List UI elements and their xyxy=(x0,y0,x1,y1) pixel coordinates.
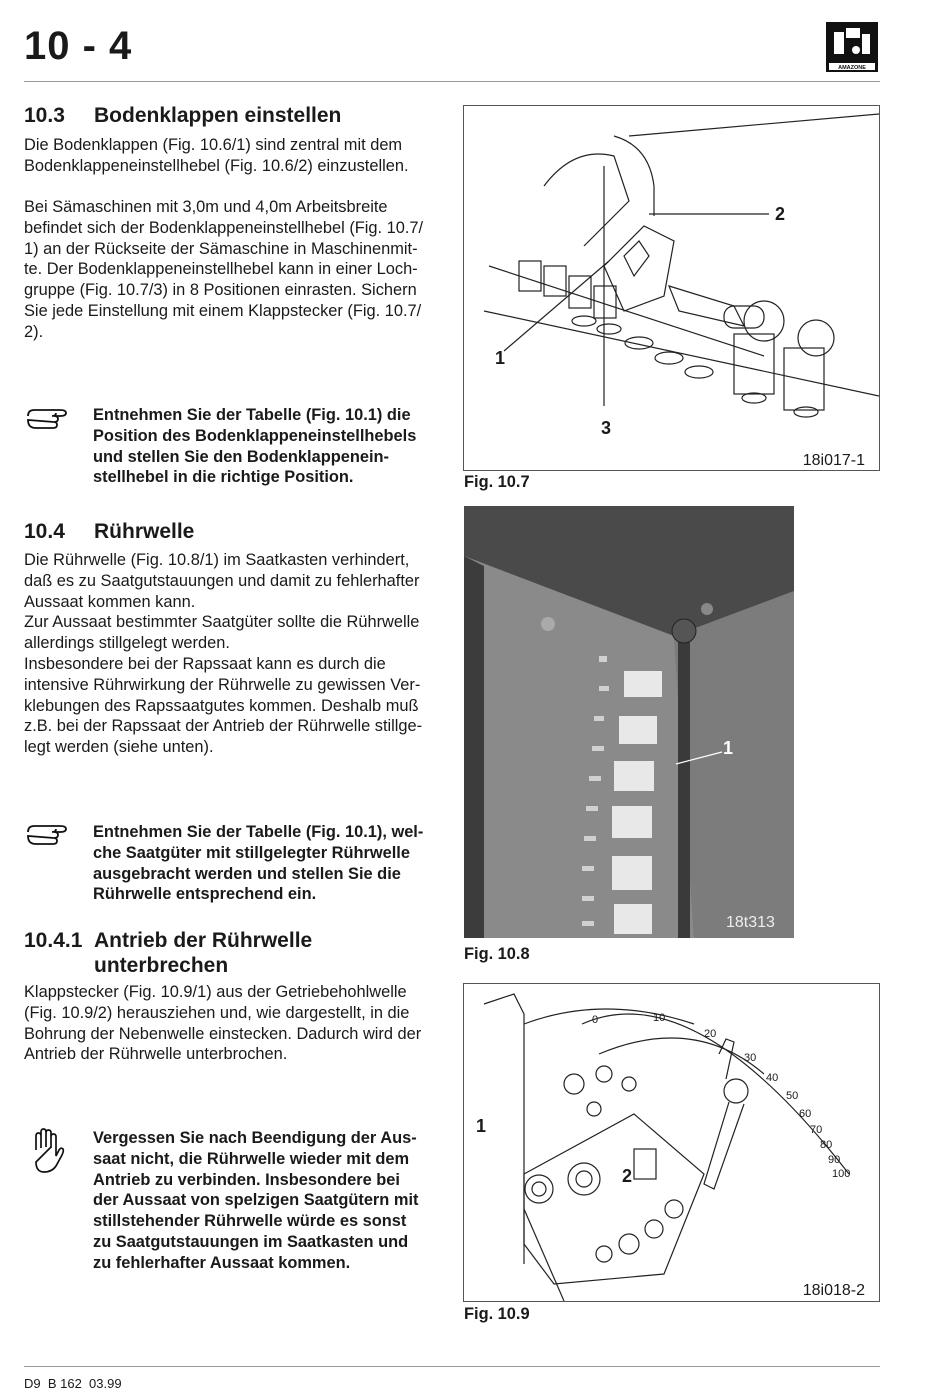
stop-hand-icon xyxy=(28,1128,68,1174)
text-line: Insbesondere bei der Rapssaat kann es durch die xyxy=(24,654,386,673)
text-line: Antrieb der Rührwelle unterbrochen. xyxy=(24,1045,288,1064)
note-line: ausgebracht werden und stellen Sie die xyxy=(93,864,401,883)
text-line: Bohrung der Nebenwelle einstecken. Dadurch wird der xyxy=(24,1024,422,1043)
section-10-4-heading xyxy=(24,520,194,544)
fig-10-7-drawing xyxy=(464,106,879,470)
section-10-3-note xyxy=(93,405,438,488)
note-line: che Saatgüter mit stillgelegter Rührwelle xyxy=(93,843,410,862)
logo-graphic xyxy=(826,22,878,72)
section-title-line2: unterbrechen xyxy=(94,954,229,977)
scale-label: 100 xyxy=(832,1168,851,1180)
text-line: Bodenklappeneinstellhebel (Fig. 10.6/2) einzustellen. xyxy=(24,156,409,175)
scale-label: 0 xyxy=(592,1014,599,1026)
text-line: z.B. bei der Rapssaat der Antrieb der Rührwelle stillge- xyxy=(24,717,423,736)
warning-line: zu Saatgutstauungen im Saatkasten und xyxy=(93,1232,409,1251)
scale-label: 10 xyxy=(653,1012,666,1024)
text-line: 2). xyxy=(24,322,44,341)
note-line: Position des Bodenklappeneinstellhebels xyxy=(93,426,417,445)
warning-line: der Aussaat von spelzigen Saatgütern mit xyxy=(93,1191,419,1210)
figure-id: 18t313 xyxy=(726,914,775,931)
section-number: 10.4.1 xyxy=(24,929,83,952)
text-line: daß es zu Saatgutstauungen und damit zu fehlerhafter xyxy=(24,571,420,590)
amazone-logo xyxy=(826,22,878,72)
section-10-3-para2 xyxy=(24,197,438,343)
text-line: Aussaat kommen kann. xyxy=(24,592,196,611)
figure-caption: Fig. 10.9 xyxy=(464,1305,530,1323)
scale-label: 30 xyxy=(744,1052,757,1064)
scale-label: 80 xyxy=(820,1139,833,1151)
figure-caption: Fig. 10.8 xyxy=(464,945,530,963)
section-10-4-para xyxy=(24,550,438,758)
text-line: Die Rührwelle (Fig. 10.8/1) im Saatkasten verhindert, xyxy=(24,551,410,569)
section-10-4-note xyxy=(93,822,438,905)
warning-line: Vergessen Sie nach Beendigung der Aus- xyxy=(93,1129,417,1147)
figure-10-8-photo xyxy=(464,506,794,938)
text-line: Sie jede Einstellung mit einem Klappstecker (Fig. 10.7/ xyxy=(24,301,422,320)
scale-label: 90 xyxy=(828,1154,841,1166)
figure-10-7 xyxy=(463,105,880,471)
header-rule xyxy=(24,81,880,82)
section-10-4-1-warning xyxy=(93,1128,438,1274)
text-line: 1) an der Rückseite der Sämaschine in Maschinenmit- xyxy=(24,239,418,258)
footer-doc-ref: D9 B 162 03.99 xyxy=(24,1376,122,1391)
text-line: te. Der Bodenklappeneinstellhebel kann in einer Loch- xyxy=(24,260,418,279)
figure-id: 18i018-2 xyxy=(802,1282,865,1299)
section-title: Rührwelle xyxy=(94,520,195,543)
note-line: und stellen Sie den Bodenklappenein- xyxy=(93,447,389,466)
section-10-4-1-para xyxy=(24,982,438,1065)
fig-10-8-leader-line xyxy=(464,506,794,938)
scale-label: 70 xyxy=(810,1124,823,1136)
text-line: Klappstecker (Fig. 10.9/1) aus der Getriebehohlwelle xyxy=(24,983,407,1001)
logo-text: AMAZONE xyxy=(838,65,866,71)
footer-rule xyxy=(24,1366,880,1367)
callout-2: 2 xyxy=(775,204,786,224)
section-10-3-heading xyxy=(24,104,341,128)
figure-caption: Fig. 10.7 xyxy=(464,473,530,491)
section-number: 10.3 xyxy=(24,104,65,127)
scale-label: 40 xyxy=(766,1072,779,1084)
text-line: intensive Rührwirkung der Rührwelle zu gewissen Ver- xyxy=(24,675,421,694)
note-line: stellhebel in die richtige Position. xyxy=(93,468,354,487)
note-line: Rührwelle entsprechend ein. xyxy=(93,885,317,904)
fig-10-9-drawing xyxy=(464,984,879,1301)
text-line: klebungen des Rapssaatgutes kommen. Deshalb muß xyxy=(24,696,419,715)
text-line: allerdings stillgelegt werden. xyxy=(24,634,230,653)
page-number: 10 - 4 xyxy=(24,24,133,68)
section-number: 10.4 xyxy=(24,520,65,543)
note-line: Entnehmen Sie der Tabelle (Fig. 10.1), wel- xyxy=(93,823,424,841)
pointing-hand-icon xyxy=(26,820,74,850)
callout-1: 1 xyxy=(723,738,734,758)
warning-line: saat nicht, die Rührwelle wieder mit dem xyxy=(93,1149,410,1168)
callout-2: 2 xyxy=(622,1166,633,1186)
text-line: befindet sich der Bodenklappeneinstellhebel (Fig. 10.7/ xyxy=(24,218,424,237)
section-10-4-1-heading xyxy=(24,928,312,978)
text-line: Zur Aussaat bestimmter Saatgüter sollte die Rührwelle xyxy=(24,613,420,632)
scale-label: 20 xyxy=(704,1028,717,1040)
warning-line: Antrieb zu verbinden. Insbesondere bei xyxy=(93,1170,400,1189)
text-line: (Fig. 10.9/2) herausziehen und, wie dargestellt, in die xyxy=(24,1003,410,1022)
scale-label: 50 xyxy=(786,1090,799,1102)
text-line: gruppe (Fig. 10.7/3) in 8 Positionen einrasten. Sichern xyxy=(24,281,417,300)
pointing-hand-icon xyxy=(26,404,74,434)
section-title-line1: Antrieb der Rührwelle xyxy=(94,929,313,952)
callout-3: 3 xyxy=(601,418,612,438)
warning-line: zu fehlerhafter Aussaat kommen. xyxy=(93,1253,351,1272)
text-line: legt werden (siehe unten). xyxy=(24,738,214,757)
figure-id: 18i017-1 xyxy=(802,452,865,469)
note-line: Entnehmen Sie der Tabelle (Fig. 10.1) die xyxy=(93,406,411,424)
text-line: Die Bodenklappen (Fig. 10.6/1) sind zentral mit dem xyxy=(24,136,403,154)
callout-1: 1 xyxy=(495,348,506,368)
figure-10-9 xyxy=(463,983,880,1302)
callout-1: 1 xyxy=(476,1116,487,1136)
warning-line: stillstehender Rührwelle würde es sonst xyxy=(93,1212,407,1231)
section-title: Bodenklappen einstellen xyxy=(94,104,342,127)
scale-label: 60 xyxy=(799,1108,812,1120)
section-10-3-para1 xyxy=(24,135,438,177)
text-line: Bei Sämaschinen mit 3,0m und 4,0m Arbeitsbreite xyxy=(24,198,388,216)
